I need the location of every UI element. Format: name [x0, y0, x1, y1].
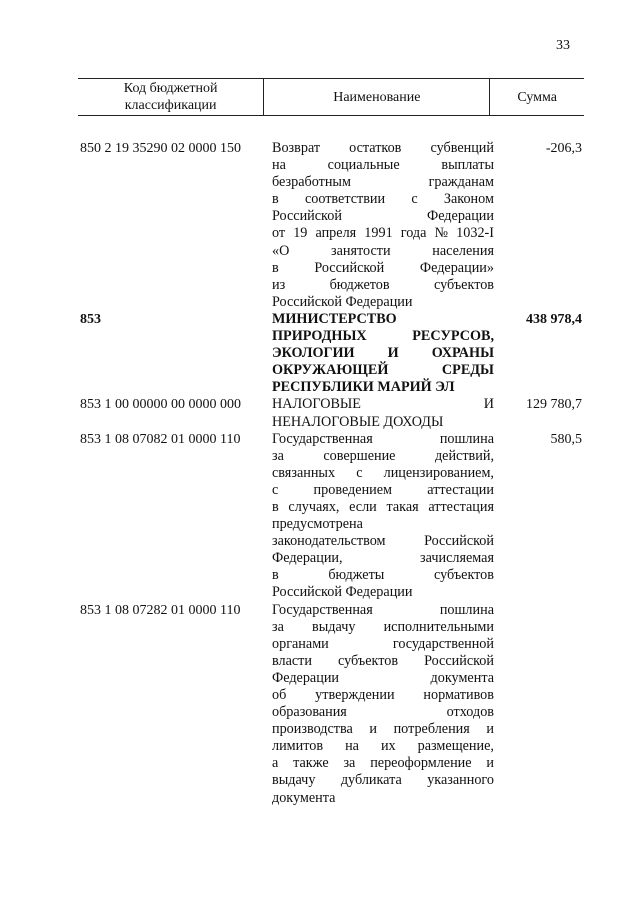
header-code-line1: Код бюджетной [123, 81, 218, 96]
row-name-line [272, 294, 494, 311]
row-name-word: государственной [392, 635, 494, 652]
row-name-word: и [369, 721, 377, 738]
row-name-line [272, 362, 494, 379]
row-name-word: также [293, 755, 329, 772]
row-name-word: законодательством [272, 533, 386, 550]
row-name-word: субвенций [430, 140, 494, 156]
row-name-line [272, 311, 494, 328]
row-name-word: случаях, [288, 498, 340, 515]
row-name-word: в [272, 567, 279, 584]
row-name-word: за [272, 447, 284, 464]
row-name-line [272, 243, 494, 260]
row-name-line [272, 448, 494, 465]
page-number: 33 [556, 38, 570, 53]
row-name-word: исполнительными [383, 618, 494, 635]
row-name-word: отходов [446, 704, 494, 721]
row-name-word: РЕСУРСОВ, [412, 328, 494, 345]
row-code: 853 1 00 00000 00 0000 000 [80, 397, 241, 413]
row-name-word: Федерации [426, 208, 494, 225]
table-row [80, 311, 586, 396]
row-name [272, 431, 494, 602]
table-row [80, 140, 586, 311]
row-name-word: проведением [313, 481, 393, 498]
row-name-line [272, 670, 494, 687]
row-name-word: безработным [272, 174, 351, 191]
row-name-word: об [272, 687, 287, 703]
row-name-line [272, 260, 494, 277]
row-name-word: Возврат [272, 140, 321, 156]
row-name-word: соответствии [304, 191, 386, 208]
row-name-line [272, 191, 494, 208]
row-name-line [272, 225, 494, 242]
row-name-word: аттестация [428, 498, 494, 515]
row-name-word: их [380, 738, 396, 755]
row-name-line [272, 140, 494, 157]
row-name-line [272, 379, 494, 396]
row-name-word: действий, [434, 447, 494, 464]
row-name-line [272, 208, 494, 225]
row-name-line [272, 584, 494, 601]
row-name-line [272, 516, 494, 533]
row-name-line [272, 687, 494, 704]
row-name-word: РЕСПУБЛИКИ МАРИЙ ЭЛ [272, 379, 455, 396]
row-code: 853 1 08 07082 01 0000 110 [80, 431, 241, 447]
row-name-word: субъектов [433, 567, 494, 584]
row-name-word: НЕНАЛОГОВЫЕ ДОХОДЫ [272, 413, 444, 430]
row-code: 850 2 19 35290 02 0000 150 [80, 141, 241, 156]
row-name-word: на [272, 157, 286, 174]
row-code: 853 [80, 311, 101, 327]
row-name-word: Федерации, [272, 550, 343, 567]
table-row [80, 431, 586, 602]
row-name-word: от [272, 225, 286, 242]
row-name-word: бюджеты [328, 567, 385, 584]
row-name-word: апреля [315, 225, 357, 242]
row-name-line [272, 533, 494, 550]
row-name-word: указанного [427, 772, 494, 789]
row-name-word: пошлина [439, 601, 494, 618]
row-name-word: в [272, 191, 279, 208]
row-name-word: остатков [349, 140, 402, 156]
row-name-line [272, 328, 494, 345]
row-name-line [272, 550, 494, 567]
row-name-word: и [486, 721, 494, 738]
row-name-word: ЭКОЛОГИИ [272, 345, 355, 362]
row-name-word: ПРИРОДНЫХ [272, 328, 367, 345]
header-code-column [78, 79, 264, 115]
row-name-line [272, 704, 494, 721]
row-name-word: нормативов [423, 687, 494, 703]
row-name-word: за [272, 618, 284, 635]
row-name-word: 1032-I [456, 225, 494, 242]
row-name-word: выплаты [441, 157, 494, 174]
row-name-word: лимитов [272, 738, 324, 755]
row-code: 853 1 08 07282 01 0000 110 [80, 602, 241, 618]
row-name-word: 1991 [364, 225, 393, 242]
row-name-word: Российской Федерации [272, 293, 413, 310]
row-name-word: связанных [272, 464, 336, 481]
row-name-word: гражданам [428, 174, 494, 191]
row-name-word: переоформление [370, 755, 472, 772]
header-code-line2: классификации [124, 98, 217, 113]
row-name-word: на [345, 738, 359, 755]
row-name-word: с [356, 464, 363, 481]
row-name-word: Российской [272, 208, 342, 225]
row-name-word: субъектов [433, 276, 494, 293]
row-name-word: ОКРУЖАЮЩЕЙ [272, 362, 389, 379]
row-name-word: Государственная [272, 430, 373, 447]
row-name-line [272, 567, 494, 584]
row-name-word: за [343, 755, 356, 772]
row-name-word: производства [272, 721, 353, 738]
row-name-word: предусмотрена [272, 516, 363, 533]
row-sum: 580,5 [550, 431, 582, 447]
row-name-word: Федерации» [419, 259, 494, 276]
row-name-word: из [272, 276, 286, 293]
row-name-line [272, 414, 494, 431]
row-name-word: 19 [293, 225, 308, 242]
row-name-line [272, 277, 494, 294]
row-name-word: «О [272, 242, 290, 259]
row-name-line [272, 465, 494, 482]
row-sum: -206,3 [545, 141, 582, 156]
row-name-word: лицензированием, [383, 464, 494, 481]
row-name-line [272, 157, 494, 174]
row-name-word: НАЛОГОВЫЕ [272, 396, 361, 413]
row-sum: 438 978,4 [526, 311, 582, 327]
row-name-line [272, 482, 494, 499]
row-name [272, 602, 494, 807]
row-name-word: аттестации [427, 481, 494, 498]
row-name-line [272, 499, 494, 516]
row-name-word: в [272, 259, 279, 276]
row-name-line [272, 174, 494, 191]
header-name-column: Наименование [264, 79, 490, 115]
row-name-line [272, 602, 494, 619]
row-name-line [272, 636, 494, 653]
row-name-word: Российской [424, 652, 494, 669]
row-name-word: населения [432, 242, 494, 259]
row-name-line [272, 790, 494, 807]
row-name-word: размещение, [417, 738, 494, 755]
row-name-word: утверждении [315, 687, 395, 703]
row-name-word: образования [272, 704, 347, 721]
row-sum: 129 780,7 [526, 397, 582, 413]
row-name-word: бюджетов [329, 276, 390, 293]
row-name-word: занятости [331, 242, 391, 259]
row-name-word: и [486, 755, 494, 772]
table-header [78, 78, 584, 116]
row-name-word: с [272, 481, 279, 498]
row-name-word: пошлина [439, 430, 494, 447]
row-name-word: СРЕДЫ [441, 362, 494, 379]
row-name-word: совершение [323, 447, 396, 464]
row-name-word: Российской [424, 533, 494, 550]
row-name-word: № [434, 225, 449, 242]
row-name-line [272, 721, 494, 738]
row-name-line [272, 755, 494, 772]
row-name-word: документа [272, 789, 336, 806]
table-body [80, 140, 586, 807]
row-name-word: выдачу [312, 618, 356, 635]
row-name [272, 311, 494, 396]
row-name-word: года [400, 225, 427, 242]
table-row [80, 602, 586, 807]
row-name-word: субъектов [338, 652, 399, 669]
row-name-word: зачисляемая [420, 550, 494, 567]
row-name-line [272, 396, 494, 413]
row-name-word: Государственная [272, 601, 373, 618]
row-name [272, 140, 494, 311]
row-name-word: И [387, 345, 399, 362]
row-name-line [272, 619, 494, 636]
row-name-word: МИНИСТЕРСТВО [272, 310, 397, 327]
row-name-word: Российской [314, 259, 385, 276]
row-name-word: а [272, 755, 279, 772]
row-name-word: в [272, 498, 279, 515]
row-name-word: с [411, 191, 418, 208]
row-name-word: документа [430, 669, 494, 686]
row-name-line [272, 431, 494, 448]
row-name-word: Законом [443, 191, 494, 208]
row-name-word: такая [386, 498, 419, 515]
row-name [272, 396, 494, 430]
row-name-word: власти [272, 652, 312, 669]
row-name-word: органами [272, 635, 329, 652]
row-name-word: Федерации [272, 669, 340, 686]
row-name-line [272, 653, 494, 670]
row-name-word: потребления [393, 721, 470, 738]
row-name-word: Российской Федерации [272, 584, 413, 601]
header-sum-column: Сумма [517, 89, 558, 105]
row-name-word: дубликата [340, 772, 402, 789]
row-name-line [272, 738, 494, 755]
row-name-word: ОХРАНЫ [431, 345, 494, 362]
row-name-word: если [349, 498, 377, 515]
row-name-line [272, 772, 494, 789]
row-name-word: социальные [327, 157, 400, 174]
row-name-word: выдачу [272, 772, 316, 789]
row-name-word: И [483, 396, 494, 413]
row-name-line [272, 345, 494, 362]
table-row [80, 396, 586, 430]
